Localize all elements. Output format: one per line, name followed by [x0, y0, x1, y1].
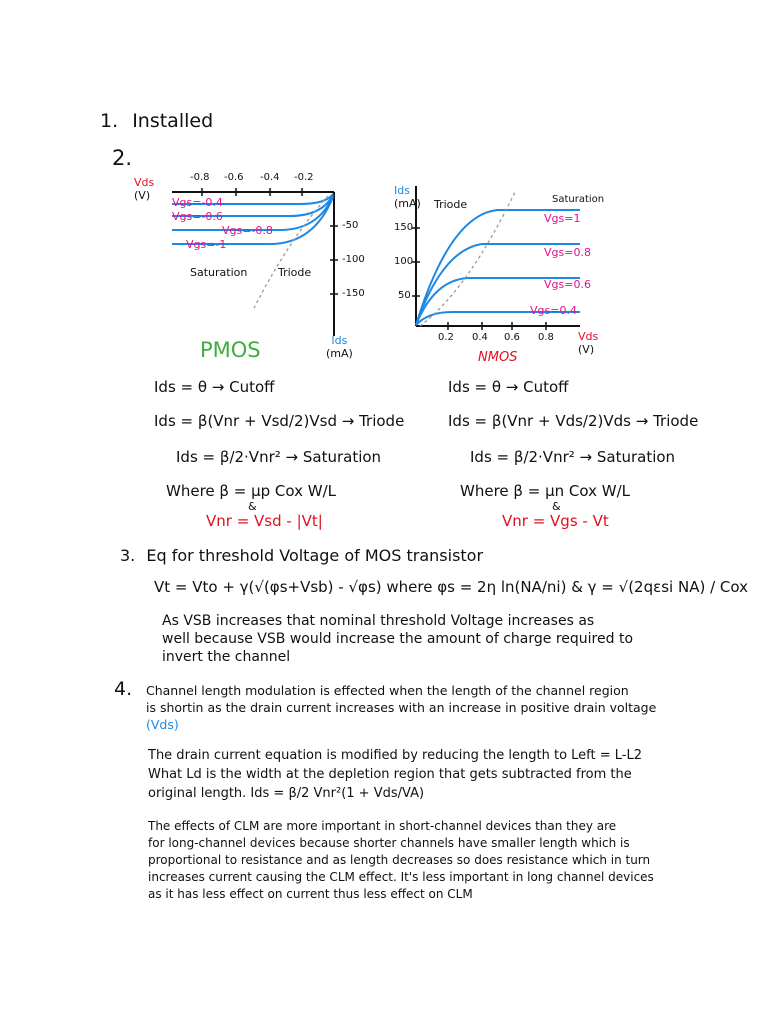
nmos-cutoff-text: Ids = θ → Cutoff [448, 378, 569, 396]
item-1-text: Installed [132, 110, 214, 132]
pmos-ids-label [326, 334, 353, 360]
pmos-curve-label: Vgs=-0.4 [172, 196, 223, 209]
item-3-number: 3. [120, 546, 136, 565]
item-4-p1-line: Channel length modulation is effected when the length of the channel region [146, 683, 629, 698]
pmos-title: PMOS [200, 338, 261, 362]
pmos-eq-saturation [176, 448, 381, 466]
item-4-p1-line: (Vds) [146, 717, 179, 732]
nmos-triode-text: Ids = β(Vnr + Vds/2)Vds → Triode [448, 412, 699, 430]
nmos-where-text: Where β = μn Cox W/L [460, 482, 630, 500]
item-4-p1-line: is shortin as the drain current increases with an increase in positive drain voltage [146, 700, 657, 715]
item-4-p3-line: increases current causing the CLM effect. It's less important in long channel devices [148, 870, 654, 884]
nmos-curve-label: Vgs=1 [544, 212, 581, 225]
nmos-curve-label: Vgs=0.4 [530, 304, 577, 317]
item-4-paragraph-2 [148, 746, 642, 803]
pmos-xtick: -0.8 [190, 172, 210, 183]
pmos-ytick: -50 [342, 220, 359, 231]
item-1-number: 1. [100, 110, 119, 132]
nmos-ytick: 150 [394, 222, 414, 233]
nmos-saturation-text: Ids = β/2·Vnr² → Saturation [470, 448, 676, 466]
nmos-ytick: 100 [394, 256, 414, 267]
item-4-p3-line: proportional to resistance and as length decreases so does resistance which in turn [148, 853, 651, 867]
pmos-eq-triode [154, 412, 404, 430]
nmos-vds-label [578, 330, 598, 356]
nmos-xtick: 0.6 [504, 332, 520, 343]
pmos-and: & [248, 500, 257, 513]
pmos-curve-label: Vgs=-0.6 [172, 210, 223, 223]
item-3-paragraph [162, 612, 633, 666]
pmos-curve-label: Vgs=-1 [186, 238, 227, 251]
pmos-triode-text: Ids = β(Vnr + Vsd/2)Vsd → Triode [154, 412, 405, 430]
item-4-number: 4. [114, 678, 133, 700]
item-4-p2-line: What Ld is the width at the depletion region that gets subtracted from the [148, 767, 632, 782]
item-2-number: 2. [112, 146, 133, 170]
item-3-heading [120, 546, 483, 565]
pmos-xtick: -0.2 [294, 172, 314, 183]
nmos-eq-where [460, 482, 630, 500]
item-3-line: invert the channel [162, 649, 291, 665]
item-4-p3-line: as it has less effect on current thus less effect on CLM [148, 887, 473, 901]
item-4-paragraph-3 [148, 818, 654, 903]
item-4-paragraph-1 [146, 682, 656, 733]
pmos-triode-label: Triode [278, 266, 312, 279]
nmos-and: & [552, 500, 561, 513]
nmos-vds-unit: (V) [578, 343, 595, 356]
item-4-p2-line: original length. Ids = β/2 Vnr²(1 + Vds/VA) [148, 786, 425, 801]
nmos-triode-label: Triode [434, 198, 468, 211]
pmos-ids-unit: (mA) [326, 347, 353, 360]
pmos-curve-label: Vgs=-0.8 [222, 224, 273, 237]
pmos-vnr-eq: Vnr = Vsd - |Vt| [206, 512, 323, 530]
threshold-voltage-equation: Vt = Vto + γ(√(φs+Vsb) - √φs) where φs = 2η ln(NA/ni) & γ = √(2qεsi NA) / Cox [154, 578, 748, 596]
nmos-eq-triode [448, 412, 698, 430]
nmos-ids-text: Ids [394, 184, 410, 197]
pmos-vds-label [134, 176, 154, 202]
item-4-p2-line: The drain current equation is modified by reducing the length to Left = L-L2 [148, 748, 643, 763]
item-1 [100, 110, 213, 132]
pmos-eq-cutoff [154, 378, 275, 396]
nmos-xtick: 0.8 [538, 332, 554, 343]
item-3-line: well because VSB would increase the amount of charge required to [162, 631, 634, 647]
pmos-saturation-boundary [254, 196, 328, 308]
nmos-xtick: 0.2 [438, 332, 454, 343]
nmos-ids-unit: (mA) [394, 197, 421, 210]
item-4-p3-line: for long-channel devices because shorter channels have smaller length which is [148, 836, 630, 850]
item-3-line: As VSB increases that nominal threshold Voltage increases as [162, 613, 595, 629]
pmos-xtick: -0.4 [260, 172, 280, 183]
item-3-heading-text: Eq for threshold Voltage of MOS transistor [146, 546, 484, 565]
nmos-saturation-label: Saturation [552, 194, 605, 205]
pmos-vds-text: Vds [134, 176, 155, 189]
pmos-where-text: Where β = μp Cox W/L [166, 482, 336, 500]
pmos-xtick: -0.6 [224, 172, 244, 183]
nmos-eq-saturation [470, 448, 675, 466]
pmos-eq-where [166, 482, 336, 500]
nmos-vds-text: Vds [578, 330, 599, 343]
pmos-vds-unit: (V) [134, 189, 151, 202]
pmos-ytick: -100 [342, 254, 365, 265]
nmos-ytick: 50 [398, 290, 411, 301]
nmos-curve-label: Vgs=0.6 [544, 278, 591, 291]
nmos-ids-label [394, 184, 421, 210]
pmos-ytick: -150 [342, 288, 365, 299]
nmos-title: NMOS [478, 350, 518, 365]
nmos-vnr-eq: Vnr = Vgs - Vt [502, 512, 609, 530]
pmos-ids-text: Ids [331, 334, 348, 347]
item-4-p3-line: The effects of CLM are more important in short-channel devices than they are [148, 819, 617, 833]
pmos-saturation-label: Saturation [190, 266, 248, 279]
pmos-cutoff-text: Ids = θ → Cutoff [154, 378, 275, 396]
nmos-xtick: 0.4 [472, 332, 488, 343]
nmos-curve-label: Vgs=0.8 [544, 246, 591, 259]
nmos-eq-cutoff [448, 378, 569, 396]
pmos-saturation-text: Ids = β/2·Vnr² → Saturation [176, 448, 382, 466]
